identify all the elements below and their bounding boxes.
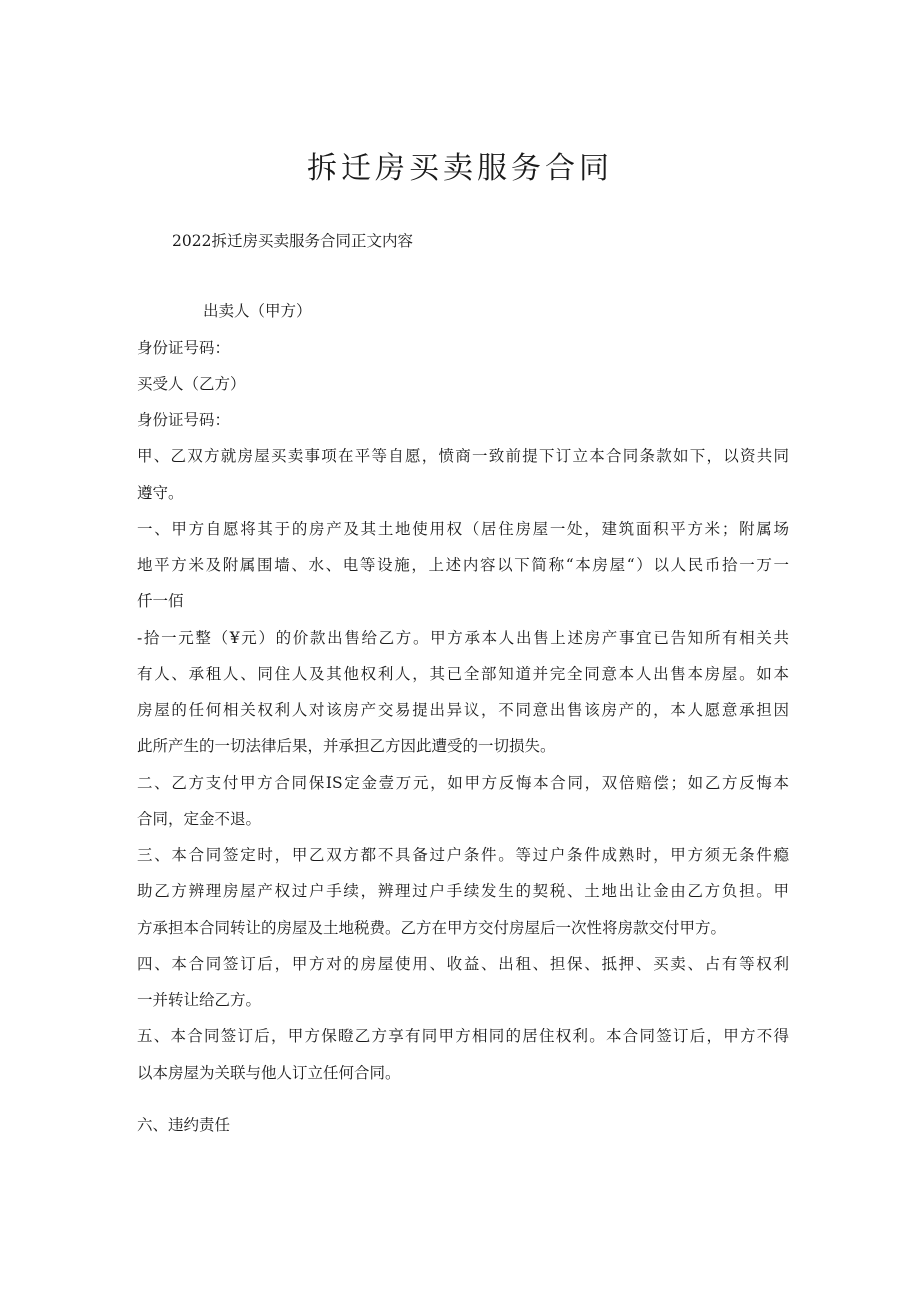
seller-id-label: 身份证号码：: [137, 339, 231, 357]
clause-1-line: 此所产生的一切法律后果，并承担乙方因此遭受的一切损失。: [137, 737, 556, 755]
preamble-line: 遵守。: [137, 484, 184, 502]
clause-2-line: 二、乙方支付甲方合同保IS定金壹万元，如甲方反悔本合同，双倍赔偿；如乙方反悔本: [137, 774, 789, 792]
document-title: 拆迁房买卖服务合同: [307, 151, 613, 186]
document-subtitle: 2022拆迁房买卖服务合同正文内容: [172, 232, 413, 250]
clause-2-line: 合同，定金不退。: [137, 810, 262, 828]
clause-1-line: 房屋的任何相关权利人对该房产交易提出异议，不同意出售该房产的，本人愿意承担因: [137, 701, 789, 719]
clause-1-line: 有人、承租人、同住人及其他权利人，其已全部知道并完全同意本人出售本房屋。如本: [137, 665, 789, 683]
clause-3-line: 方承担本合同转让的房屋及土地税费。乙方在甲方交付房屋后一次性将房款交付甲方。: [137, 919, 727, 937]
clause-4-line: 一并转让给乙方。: [137, 991, 262, 1009]
clause-1-line: -拾一元整（¥元）的价款出售给乙方。甲方承本人出售上述房产事宜已告知所有相关共: [137, 629, 789, 647]
clause-1-line: 仟一佰: [137, 592, 184, 610]
clause-4-line: 四、本合同签订后，甲方对的房屋使用、收益、出租、担保、抵押、买卖、占有等权利: [137, 955, 789, 973]
buyer-label: 买受人（乙方）: [137, 375, 246, 393]
clause-6-heading: 六、违约责任: [137, 1116, 231, 1134]
buyer-id-label: 身份证号码：: [137, 411, 231, 429]
clause-3-line: 三、本合同签定时，甲乙双方都不具备过户条件。等过户条件成熟时，甲方须无条件瘾: [137, 846, 789, 864]
clause-5-line: 以本房屋为关联与他人订立任何合同。: [137, 1064, 401, 1082]
preamble-line: 甲、乙双方就房屋买卖事项在平等自愿，愤商一致前提下订立本合同条款如下，以资共同: [137, 447, 789, 465]
clause-3-line: 助乙方辨理房屋产权过户手续，辨理过户手续发生的契税、土地出让金由乙方负担。甲: [137, 882, 789, 900]
seller-label: 出卖人（甲方）: [203, 302, 312, 320]
clause-5-line: 五、本合同签订后，甲方保瞪乙方享有同甲方相同的居住权利。本合同签订后，甲方不得: [137, 1027, 789, 1045]
clause-1-line: 一、甲方自愿将其于的房产及其土地使用权（居住房屋一处，建筑面积平方米；附属场: [137, 520, 789, 538]
clause-1-line: 地平方米及附属围墙、水、电等设施，上述内容以下简称“本房屋“）以人民币拾一万一: [137, 556, 789, 574]
